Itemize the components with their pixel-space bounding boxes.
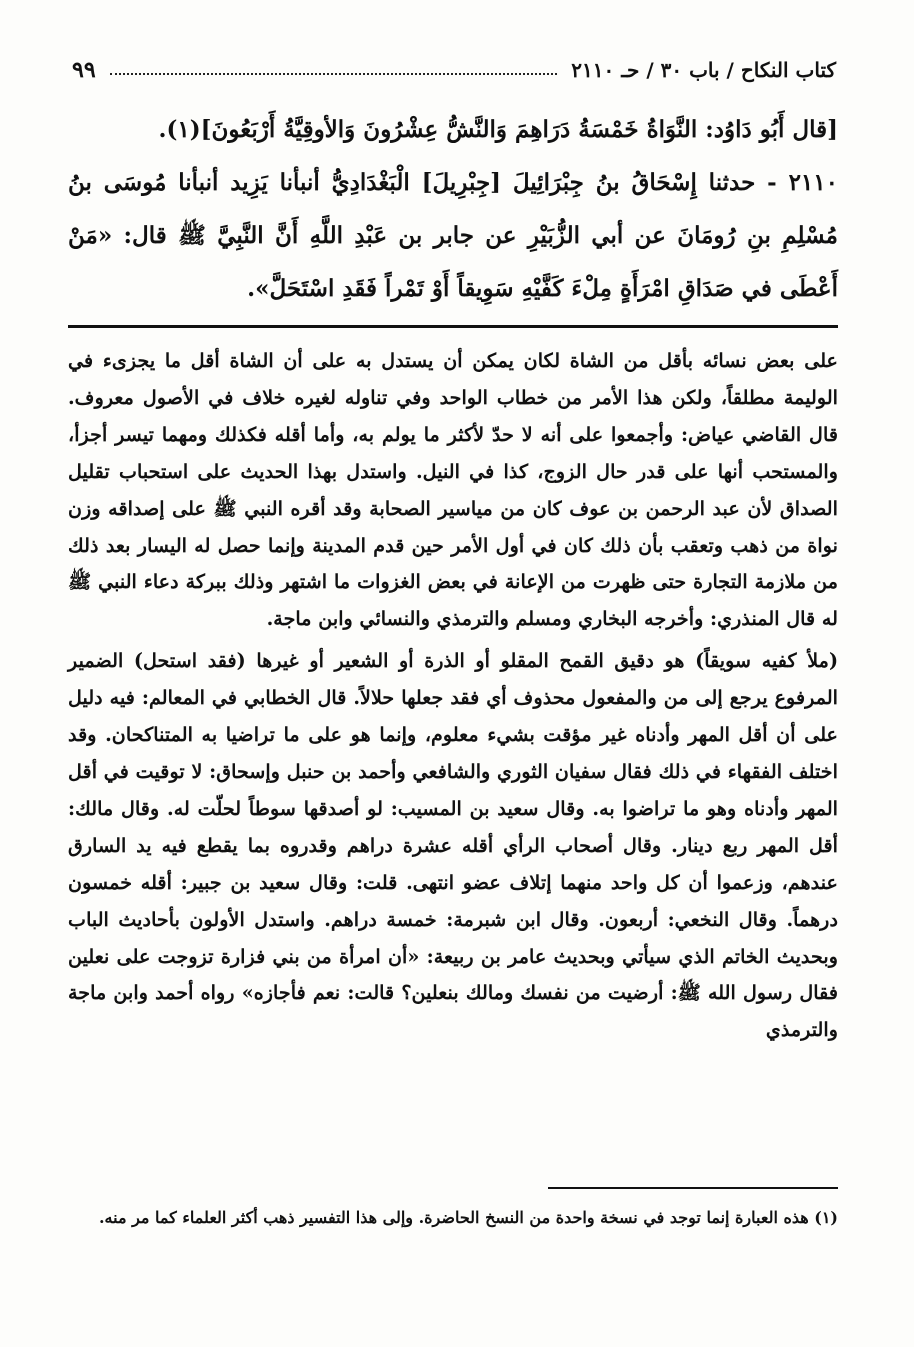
running-header: [72, 52, 836, 88]
page-number: ٩٩: [72, 57, 96, 83]
commentary-text-a: هو دقيق القمح المقلو أو الذرة أو الشعير أو غيرها: [256, 649, 685, 673]
keyword-istahal: (فقد استحل): [133, 649, 246, 673]
footnote-1: (١) هذه العبارة إنما توجد في نسخة واحدة من النسخ الحاضرة. وإلى هذا التفسير ذهب أكثر العلماء كما مر منه.: [98, 1208, 838, 1227]
hadith-2110: [68, 156, 838, 315]
footnote-block: [76, 1200, 838, 1236]
commentary-block: [68, 343, 838, 1049]
commentary-paragraph-2: [68, 643, 838, 1049]
commentary-paragraph-1: على بعض نسائه بأقل من الشاة لكان يمكن أن يستدل به على أن الشاة أقل ما يجزىء في الوليمة مطلقاً، ولكن هذا الأمر من خطاب الواحد وفي تناوله لغيره خلاف في الأصول معروف. قال القاضي عياض: وأجمعوا على أنه لا حدّ لأكثر ما يولم به، وأما أقله فكذلك ومهما تيسر أجزأ، والمستحب أنها على قدر حال الزوج، كذا في النيل. واستدل بهذا الحديث على استحباب تقليل الصداق لأن عبد الرحمن بن عوف كان من مياسير الصحابة وقد أقره النبي ﷺ على إصداقه وزن نواة من ذهب وتعقب بأن ذلك كان في أول الأمر حين قدم المدينة وإنما حصل له اليسار بعد ذلك من ملازمة التجارة حتى ظهرت من الإعانة في بعض الغزوات ما اشتهر وذلك ببركة دعاء النبي ﷺ له قال المنذري: وأخرجه البخاري ومسلم والترمذي والنسائي وابن ماجة.: [68, 349, 838, 631]
hadith-text-block: [68, 103, 838, 315]
commentary-text-b: الضمير المرفوع يرجع إلى من والمفعول محذوف أي فقد جعلها حلالاً. قال الخطابي في المعالم: فيه دليل على أن أقل المهر وأدناه غير مؤقت بشيء معلوم، وإنما هو على ما تراضيا به المتناكحان. وقد اختلف الفقهاء في ذلك فقال سفيان الثوري والشافعي وأحمد بن حنبل وإسحاق: لا توقيت في أقل المهر وأدناه وهو ما تراضوا به. وقال سعيد بن المسيب: لو أصدقها سوطاً لحلّت له. وقال مالك: أقل المهر ربع دينار. وقال أصحاب الرأي أقله عشرة دراهم وقدروه بما يقطع فيه يد السارق عندهم، وزعموا أن كل واحد منهما إتلاف عضو انتهى. قلت: وقال سعيد بن جبير: أقله خمسون درهماً. وقال النخعي: أربعون. وقال ابن شبرمة: خمسة دراهم. واستدل الأولون بأحاديث الباب وبحديث الخاتم الذي سيأتي وبحديث عامر بن ربيعة: «أن امرأة من بني فزارة تزوجت على نعلين فقال رسول الله ﷺ: أرضيت من نفسك ومالك بنعلين؟ قالت: نعم فأجازه» رواه أحمد وابن ماجة والترمذي: [68, 649, 838, 1042]
chapter-title: كتاب النكاح / باب ٣٠ / حـ ٢١١٠: [571, 58, 836, 82]
hadith-number: ٢١١٠ -: [767, 169, 838, 196]
section-divider: [68, 325, 838, 328]
header-dot-leader: [110, 73, 558, 75]
footnote-divider: [548, 1187, 838, 1189]
keyword-sawiq: (ملأ كفيه سويقاً): [695, 649, 839, 673]
hadith-body: حدثنا إِسْحَاقُ بنُ جِبْرَائِيلَ [جِبْرِيلَ] الْبَغْدَادِيُّ أنبأنا يَزِيد أنبأنا مُوسَى بنُ مُسْلِمِ بنِ رُومَانَ عن أبي الزُّبَيْرِ عن جابر بن عَبْدِ اللَّهِ أَنَّ النَّبِيَّ ﷺ قال: «مَنْ أَعْطَى في صَدَاقِ امْرَأَةٍ مِلْءَ كَفَّيْهِ سَوِيقاً أَوْ تَمْراً فَقَدِ اسْتَحَلَّ».: [68, 169, 838, 302]
abu-dawud-note: [قال أَبُو دَاوُد: النَّوَاةُ خَمْسَةُ دَرَاهِمَ وَالنَّشُّ عِشْرُونَ وَالأوقِيَّةُ أَرْبَعُونَ](١).: [158, 116, 838, 143]
